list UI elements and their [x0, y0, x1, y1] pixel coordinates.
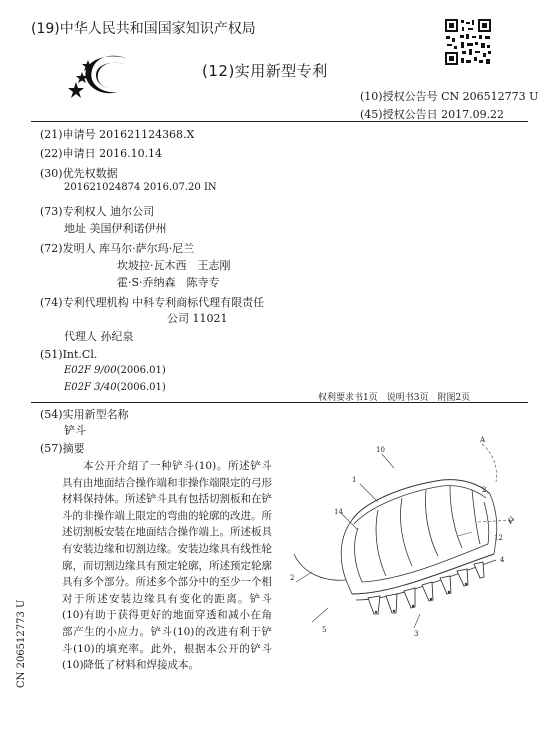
figure-label-2-top: 2	[482, 486, 487, 494]
utility-model-name: 铲斗	[64, 424, 86, 437]
issuing-authority: (19)中华人民共和国国家知识产权局	[31, 21, 256, 37]
figure-label-4: 4	[500, 556, 505, 564]
page-counts: 权利要求书1页 说明书3页 附图2页	[318, 393, 471, 403]
figure-label-2-left: 2	[290, 574, 295, 582]
application-number: (21)申请号 201621124368.X	[40, 128, 195, 141]
utility-model-name-label: (54)实用新型名称	[40, 408, 129, 421]
figure-label-a: A	[480, 436, 486, 444]
ipc-year-2: (2006.01)	[116, 382, 166, 393]
patent-agent: 代理人 孙纪泉	[64, 330, 134, 343]
figure-label-10: 10	[376, 446, 385, 454]
patentee: (73)专利权人 迪尔公司	[40, 205, 155, 218]
figure-label-5: 5	[322, 626, 327, 634]
publication-number: (10)授权公告号 CN 206512773 U	[360, 90, 539, 103]
priority-value: 201621024874 2016.07.20 IN	[64, 182, 217, 193]
figure-label-1: 1	[352, 476, 357, 484]
biblio-divider	[31, 402, 528, 403]
ipc-code-2: E02F 3/40	[64, 382, 117, 393]
cnipa-logo	[68, 48, 132, 100]
figure-label-14: 14	[334, 508, 343, 516]
application-date: (22)申请日 2016.10.14	[40, 147, 163, 160]
inventors-line-2: 坎坡拉·瓦木西 王志刚	[117, 259, 231, 272]
ipc-entry-2	[64, 382, 166, 393]
patentee-address: 地址 美国伊利诺伊州	[64, 222, 167, 235]
document-type: (12)实用新型专利	[202, 62, 328, 80]
abstract-label: (57)摘要	[40, 442, 85, 455]
ipc-code-1: E02F 9/00	[64, 365, 117, 376]
ipc-year-1: (2006.01)	[116, 365, 166, 376]
qr-code-icon	[444, 18, 492, 66]
side-publication-id: CN 206512773 U	[16, 599, 27, 688]
patent-agency-line-1: (74)专利代理机构 中科专利商标代理有限责任	[40, 296, 265, 309]
figure-label-12: 12	[494, 534, 503, 542]
patent-agency-line-2: 公司 11021	[167, 312, 228, 325]
header-divider	[31, 121, 528, 122]
inventors-line-3: 霍·S·乔纳森 陈寺专	[117, 276, 220, 289]
publication-date: (45)授权公告日 2017.09.22	[360, 108, 505, 121]
priority-label: (30)优先权数据	[40, 167, 118, 180]
inventors-line-1: (72)发明人 库马尔·萨尔玛·尼兰	[40, 242, 195, 255]
figure-label-3: 3	[414, 630, 419, 638]
ipc-label: (51)Int.Cl.	[40, 348, 98, 361]
abstract-text: 本公开介绍了一种铲斗(10)。所述铲斗具有由地面结合操作端和非操作端限定的弓形材料保持体。所述铲斗具有包括切割板和在铲斗的非操作端上限定的弯曲的轮廓的改进。所述切割板安装在地面结合操作端上。所述板具有安装边缘和切割边缘。安装边缘具有线性轮廓，而切割边缘具有预定轮廓，所述预定轮廓具有多个部分。所述多个部分中的至少一个相对于所述安装边缘具有变化的距离。铲斗(10)有助于获得更好的地面穿透和减小在角部产生的小应力。铲斗(10)的改进有利于铲斗(10)的填充率。此外，根据本公开的铲斗(10)降低了材料和焊接成本。	[62, 460, 272, 672]
ipc-entry-1	[64, 365, 166, 376]
bucket-figure	[282, 432, 522, 647]
figure-label-v: V	[508, 518, 514, 526]
